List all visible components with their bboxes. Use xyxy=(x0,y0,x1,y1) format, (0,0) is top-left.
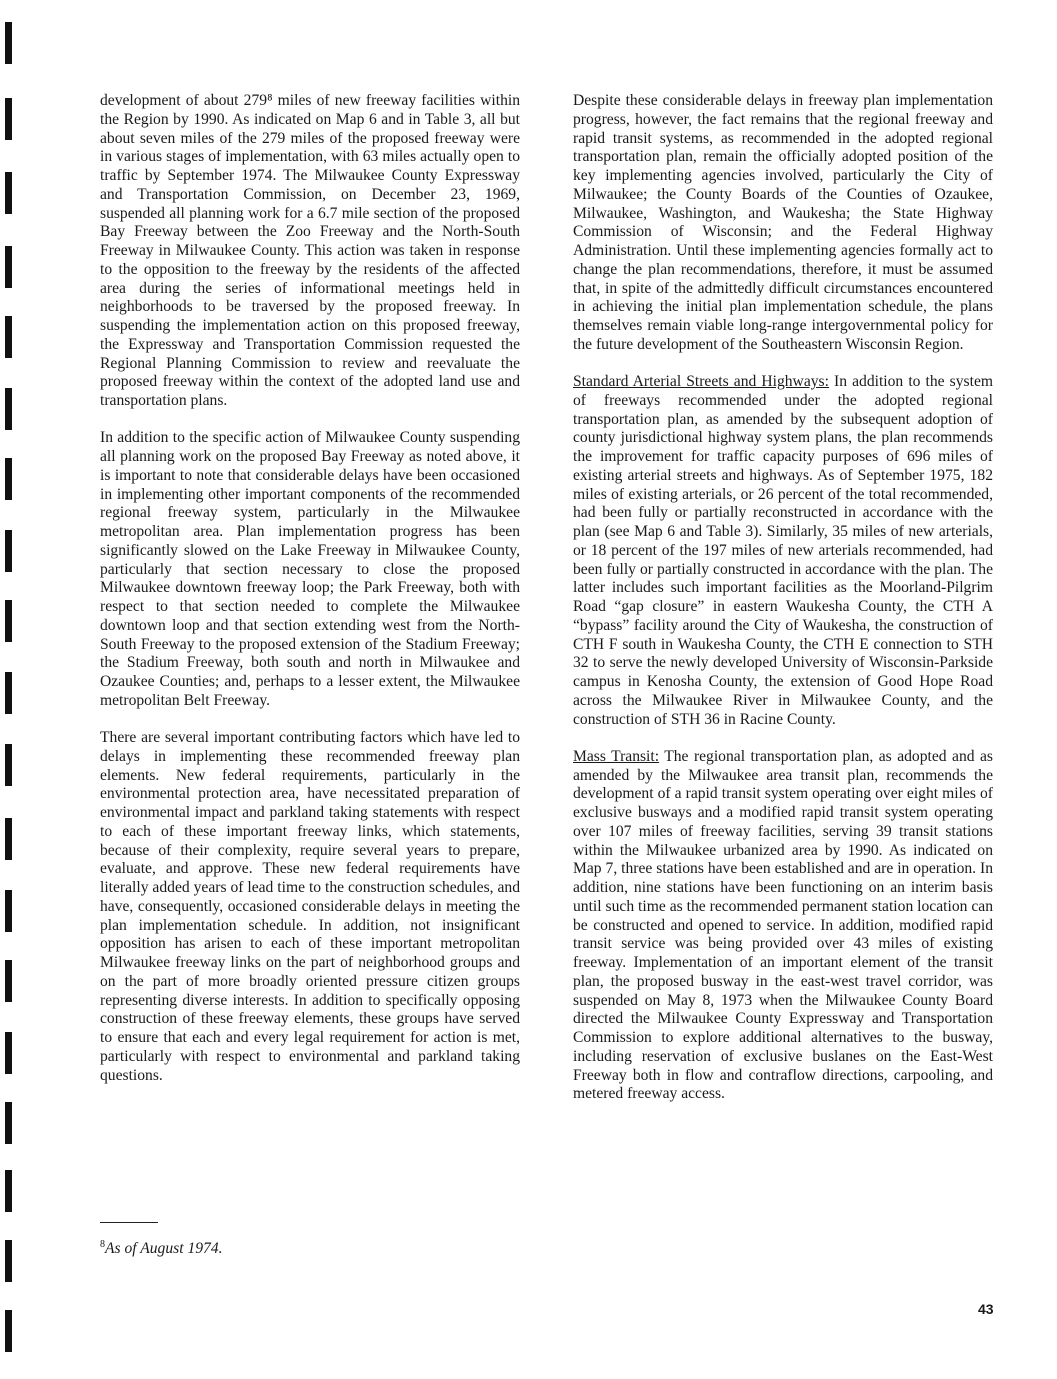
binding-mark xyxy=(5,172,12,214)
binding-mark xyxy=(5,98,12,140)
footnote-divider xyxy=(100,1222,158,1223)
page-number: 43 xyxy=(978,1301,994,1317)
footnote-text: As of August 1974. xyxy=(105,1240,223,1257)
binding-mark xyxy=(5,22,12,64)
right-column xyxy=(573,92,993,1123)
transit-text: The regional transportation plan, as adopted and as amended by the Milwaukee area transit plan, recommends the development of a rapid transit system operating over eight miles of exclusive busways and a modified rapid transit system operating over 107 miles of freeway facilities, serving 39 transit stations within the Milwaukee urbanized area by 1990. As indicated on Map 7, three stations have been established and are in operation. In addition, nine stations have been functioning on an interim basis until such time as the recommended permanent station location can be constructed and opened to service. In addition, modified rapid transit service was being provided over 43 miles of existing freeway. Implementation of an important element of the transit plan, the proposed busway in the east-west travel corridor, was suspended on May 8, 1973 when the Milwaukee County Board directed the Milwaukee County Expressway and Transportation Commission to explore additional alternatives to the busway, including reservation of exclusive buslanes on the East-West Freeway both in flow and contraflow directions, carpooling, and metered freeway access. xyxy=(573,747,993,1103)
binding-mark xyxy=(5,458,12,500)
binding-mark xyxy=(5,1310,12,1352)
transit-section xyxy=(573,748,993,1104)
binding-mark xyxy=(5,1102,12,1144)
arterial-text: In addition to the system of freeways recommended under the adopted regional transportation plan, as amended by the subsequent adoption of county jurisdictional highway system plans, the plan recommends the improvement for traffic capacity purposes of 696 miles of existing arterial streets and highways. As of September 1975, 182 miles of existing arterials, or 26 percent of the total recommended, had been fully or partially reconstructed in accordance with the plan (see Map 6 and Table 3). Similarly, 35 miles of new arterials, or 18 percent of the 197 miles of new arterials recommended, had been fully or partially constructed in accordance with the plan. The latter includes such important facilities as the Moorland-Pilgrim Road “gap closure” in eastern Waukesha County, the CTH A “bypass” facility around the City of Waukesha, the construction of CTH F south in Waukesha County, the CTH E connection to STH 32 to serve the newly developed University of Wisconsin-Parkside campus in Kenosha County, the extension of Good Hope Road across the Milwaukee River in Milwaukee County, and the construction of STH 36 in Racine County. xyxy=(573,373,993,728)
binding-mark xyxy=(5,388,12,430)
binding-mark xyxy=(5,890,12,932)
left-paragraph-3: There are several important contributing factors which have led to delays in implementing these recommended freeway plan elements. New federal requirements, particularly in the environmental protection area, have necessitated preparation of environmental impact and parkland taking statements with respect to each of these important freeway links, which statements, because of their complexity, require several years to prepare, evaluate, and approve. These new federal requirements have literally added years of lead time to the construction schedules, and have, consequently, occasioned considerable delays in meeting the plan implementation schedule. In addition, not insignificant opposition has arisen to each of these important metropolitan Milwaukee freeway links on the part of neighborhood groups and on the part of more broadly oriented pressure citizen groups representing diverse interests. In addition to specifically opposing construction of these freeway elements, these groups have served to ensure that each and every legal requirement for action is met, particularly with respect to environmental and parkland taking questions. xyxy=(100,729,520,1084)
binding-mark xyxy=(5,672,12,714)
binding-mark xyxy=(5,1032,12,1074)
transit-heading: Mass Transit: xyxy=(573,747,660,765)
binding-mark xyxy=(5,316,12,358)
left-paragraph-2: In addition to the specific action of Milwaukee County suspending all planning work on the proposed Bay Freeway as noted above, it is important to note that considerable delays have been occasioned in implementing other important components of the recommended regional freeway system, particularly in the Milwaukee metropolitan area. Plan implementation progress has been significantly slowed on the Lake Freeway in Milwaukee County, particularly that section necessary to close the proposed Milwaukee downtown freeway loop; the Park Freeway, both with respect to that section needed to complete the Milwaukee downtown loop and that section extending west from the North-South Freeway to the proposed extension of the Stadium Freeway; the Stadium Freeway, both south and north in Milwaukee and Ozaukee Counties; and, perhaps to a lesser extent, the Milwaukee metropolitan Belt Freeway. xyxy=(100,429,520,709)
arterial-section xyxy=(573,373,993,729)
binding-mark xyxy=(5,818,12,860)
binding-mark xyxy=(5,600,12,642)
right-paragraph-1: Despite these considerable delays in freeway plan implementation progress, however, the fact remains that the regional freeway and rapid transit systems, as recommended in the adopted regional transportation plan, remain the officially adopted position of the key implementing agencies involved, particularly the City of Milwaukee; the County Boards of the Counties of Ozaukee, Milwaukee, Washington, and Waukesha; the State Highway Commission of Wisconsin; and the Federal Highway Administration. Until these implementing agencies formally act to change the plan recommendations, therefore, it must be assumed that, in spite of the admittedly difficult circumstances encountered in achieving the initial plan implementation schedule, the plans themselves remain viable long-range intergovernmental policy for the future development of the Southeastern Wisconsin Region. xyxy=(573,92,993,353)
binding-mark xyxy=(5,1170,12,1212)
footnote-marker: 8 xyxy=(100,1238,105,1250)
binding-mark xyxy=(5,744,12,786)
binding-mark xyxy=(5,1240,12,1282)
left-paragraph-1: development of about 279⁸ miles of new freeway facilities within the Region by 1990. As indicated on Map 6 and in Table 3, all but about seven miles of the 279 miles of the proposed freeway were in various stages of implementation, with 63 miles actually open to traffic by September 1974. The Milwaukee County Expressway and Transportation Commission, on December 23, 1969, suspended all planning work for a 6.7 mile section of the proposed Bay Freeway between the Zoo Freeway and the North-South Freeway in Milwaukee County. This action was taken in response to the opposition to the freeway by the residents of the affected area during the series of informational meetings held in neighborhoods to be traversed by the proposed freeway. In suspending the implementation action on this proposed freeway, the Expressway and Transportation Commission requested the Regional Planning Commission to review and reevaluate the proposed freeway within the context of the adopted land use and transportation plans. xyxy=(100,92,520,409)
footnote xyxy=(100,1240,223,1258)
binding-mark xyxy=(5,960,12,1002)
binding-mark xyxy=(5,530,12,572)
left-column xyxy=(100,92,520,1104)
binding-mark xyxy=(5,246,12,288)
arterial-heading: Standard Arterial Streets and Highways: xyxy=(573,373,829,390)
